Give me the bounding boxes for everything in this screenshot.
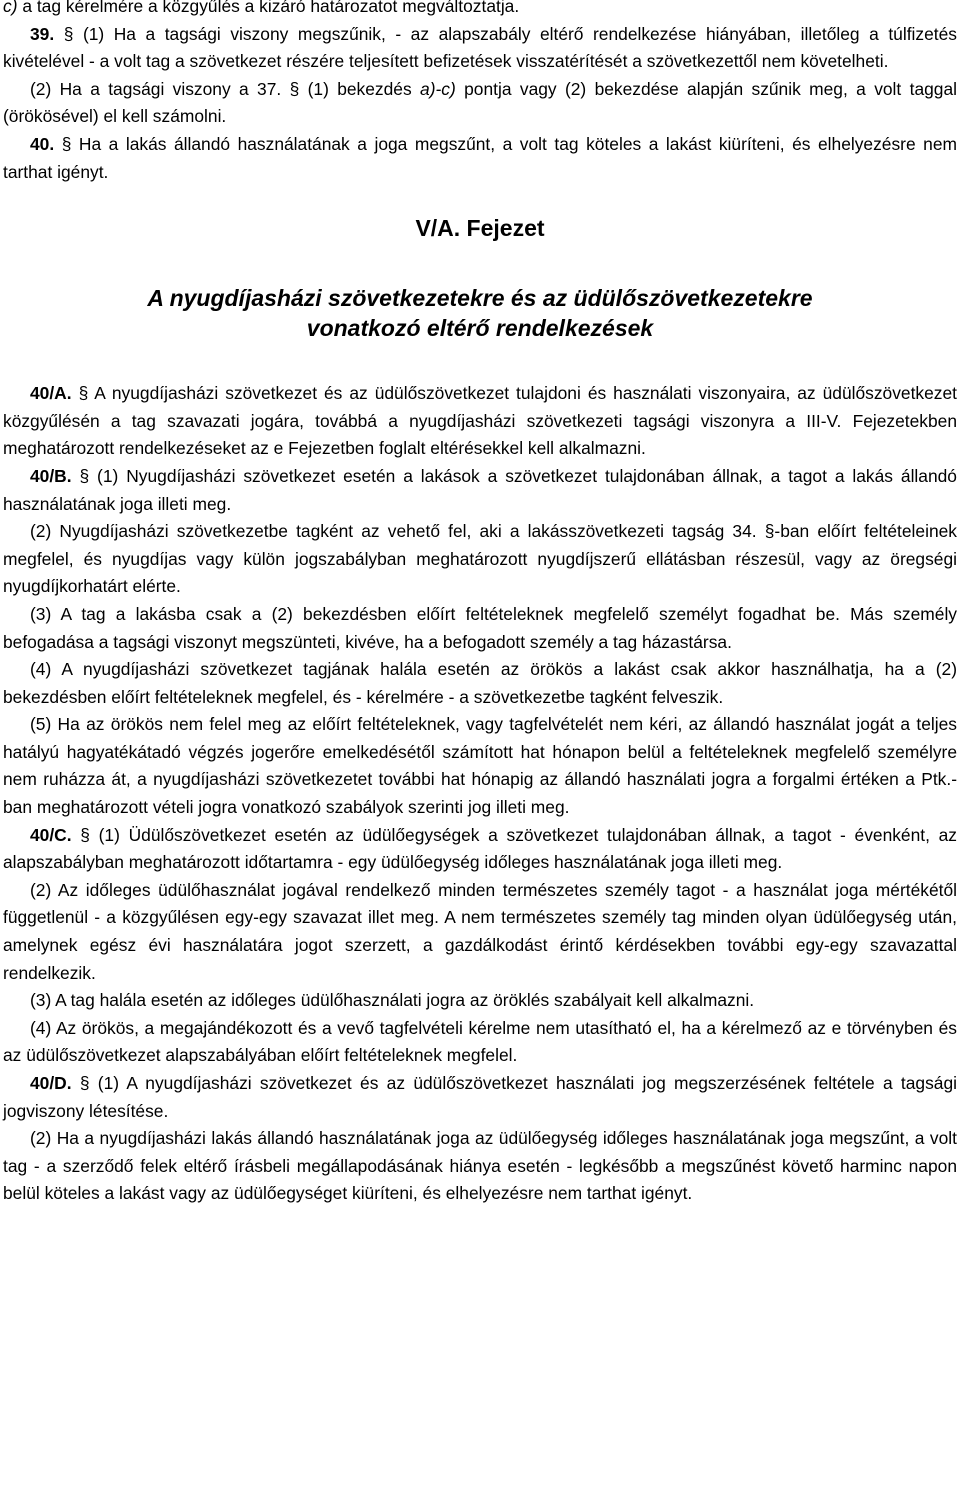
section-sign-icon: §	[764, 521, 775, 542]
section-40b-para-5: (5) Ha az örökös nem felel meg az előírt feltételeknek, vagy tagfelvételét nem kéri, az állandó használat jogát a teljes hatályú hagyatékátadó végzés jogerőre emelkedésétől számított hat hónapon belül a feltételeknek megfelelő személyre nem ruházza át, a nyugdíjasházi szövetkezetet további hat hónapig az állandó használati jogra a forgalmi értéken a Ptk.-ban meghatározott vételi jogra vonatkozó szabályok szerinti jog illeti meg.	[3, 714, 957, 818]
chapter-heading	[3, 213, 957, 343]
section-40c-para-2: (2) Az időleges üdülőhasználat jogával rendelkező minden természetes személy tagot - a használat joga mértékétől függetlenül - a közgyűlésen egy-egy szavazat illet meg. A nem természetes személy tag minden olyan üdülőegység után, amelynek egész évi használatára jogot szerzett, a gazdálkodást érintő kérdésekben további egy-egy szavazattal rendelkezik.	[3, 879, 957, 983]
chapter-title-line-1: A nyugdíjasházi szövetkezetekre és az üdülőszövetkezetekre	[147, 285, 813, 312]
point-c-label: c)	[3, 0, 18, 16]
section-39-para-2	[3, 76, 957, 131]
section-40b-para-3: (3) A tag a lakásba csak a (2) bekezdésben előírt feltételeknek megfelelő személyt fogadhat be. Más személy befogadása a tagsági viszonyt megszünteti, kivéve, ha a befogadott személy a tag házastársa.	[3, 603, 957, 652]
section-40c-para-4: (4) Az örökös, a megajándékozott és a vevő tagfelvételi kérelme nem utasítható el, ha a kérelmező az e törvényben és az üdülőszövetkezet alapszabályában előírt feltételeknek megfelel.	[3, 1017, 957, 1066]
section-40-number: 40.	[30, 133, 55, 154]
section-40c-para-3: (3) A tag halála esetén az időleges üdülőhasználati jogra az öröklés szabályait kell alkalmazni.	[30, 990, 755, 1011]
point-c	[3, 0, 957, 21]
chapter-title-line-2: vonatkozó eltérő rendelkezések	[306, 315, 654, 342]
section-40a-number: 40/A.	[30, 383, 72, 404]
section-39-points-ref: a)-c)	[420, 78, 456, 99]
section-40a	[3, 380, 957, 463]
section-40-text: Ha a lakás állandó használatának a joga megszűnt, a volt tag köteles a lakást kiüríteni, és elhelyezésre nem tarthat igényt.	[3, 133, 957, 182]
section-40	[3, 131, 957, 186]
section-39-text-1: (1) Ha a tagsági viszony megszűnik, - az alapszabály eltérő rendelkezése hiányában, illetőleg a túlfizetés kivételével - a volt tag a szövetkezet részére teljesített befizetések visszatérítését a szövetkezettől nem követelheti.	[3, 23, 957, 72]
section-sign-icon: §	[61, 133, 72, 154]
chapter-number: V/A. Fejezet	[415, 215, 545, 242]
section-sign-icon: §	[79, 1073, 90, 1093]
section-40b-number: 40/B.	[30, 465, 72, 486]
section-sign-icon: §	[289, 78, 300, 99]
section-sign-icon: §	[80, 824, 90, 845]
section-40c-number: 40/C.	[30, 824, 72, 845]
point-c-text: a tag kérelmére a közgyűlés a kizáró határozatot megváltoztatja.	[17, 0, 520, 16]
section-40b-para-4: (4) A nyugdíjasházi szövetkezet tagjának halála esetén az örökös a lakást csak akkor használhatja, ha a (2) bekezdésben előírt feltételeknek megfelel, és - kérelmére - a szövetkezetbe tagként felveszik.	[3, 659, 957, 707]
section-40c-text-1: (1) Üdülőszövetkezet esetén az üdülőegységek a szövetkezet tulajdonában állnak, a tagot - évenként, az alapszabályban meghatározott időtartamra - egy üdülőegység időleges használatának joga illeti meg.	[3, 824, 957, 873]
section-40b-para-2	[3, 518, 957, 601]
section-40b-para-1	[3, 463, 957, 518]
section-39-text-2d: pontja vagy (2) bekezdése alapján szűnik meg, a volt taggal (örökösével) el kell számolni.	[3, 78, 957, 127]
section-40c-para-1	[3, 822, 957, 877]
section-40d-number: 40/D.	[30, 1073, 72, 1093]
section-39-para-1	[3, 21, 957, 76]
section-40b-text-2a: (2) Nyugdíjasházi szövetkezetbe tagként az vehető fel, aki a lakásszövetkezeti tagság 34.	[30, 521, 765, 542]
section-40b-text-1: (1) Nyugdíjasházi szövetkezet esetén a lakások a szövetkezet tulajdonában állnak, a tagot a lakás állandó használatának joga illeti meg.	[3, 465, 957, 514]
section-40a-text: A nyugdíjasházi szövetkezet és az üdülőszövetkezet tulajdoni és használati viszonyaira, az üdülőszövetkezet közgyűlésén a tag szavazati jogára, továbbá a nyugdíjasházi szövetkezeti tagsági viszonyra a III-V. Fejezetekben meghatározott rendelkezéseket az e Fejezetben foglalt eltérésekkel kell alkalmazni.	[3, 383, 957, 459]
section-sign-icon: §	[79, 465, 90, 486]
section-40d-para-1	[3, 1070, 957, 1125]
section-39-text-2b: (1) bekezdés	[299, 78, 421, 99]
section-40b-text-2b: -ban előírt feltételeinek megfelel, és nyugdíjas vagy külön jogszabályban meghatározott nyugdíjszerű ellátásban részesül, vagy az öregségi nyugdíjkorhatárt elérte.	[3, 521, 957, 597]
section-39-number: 39.	[30, 23, 55, 44]
section-39-text-2a: (2) Ha a tagsági viszony a 37.	[30, 78, 290, 99]
section-40d-text-1: (1) A nyugdíjasházi szövetkezet és az üdülőszövetkezet használati jog megszerzésének feltétele a tagsági jogviszony létesítése.	[3, 1073, 957, 1121]
section-sign-icon: §	[78, 383, 89, 404]
section-40d-para-2: (2) Ha a nyugdíjasházi lakás állandó használatának joga az üdülőegység időleges használatának joga megszűnt, a volt tag - a szerződő felek eltérő írásbeli megállapodásának hiánya esetén - legkésőbb a megszűnést követő harminc napon belül köteles a lakást vagy az üdülőegységet kiüríteni, és elhelyezésre nem tarthat igényt.	[3, 1128, 957, 1204]
section-sign-icon: §	[63, 23, 74, 44]
